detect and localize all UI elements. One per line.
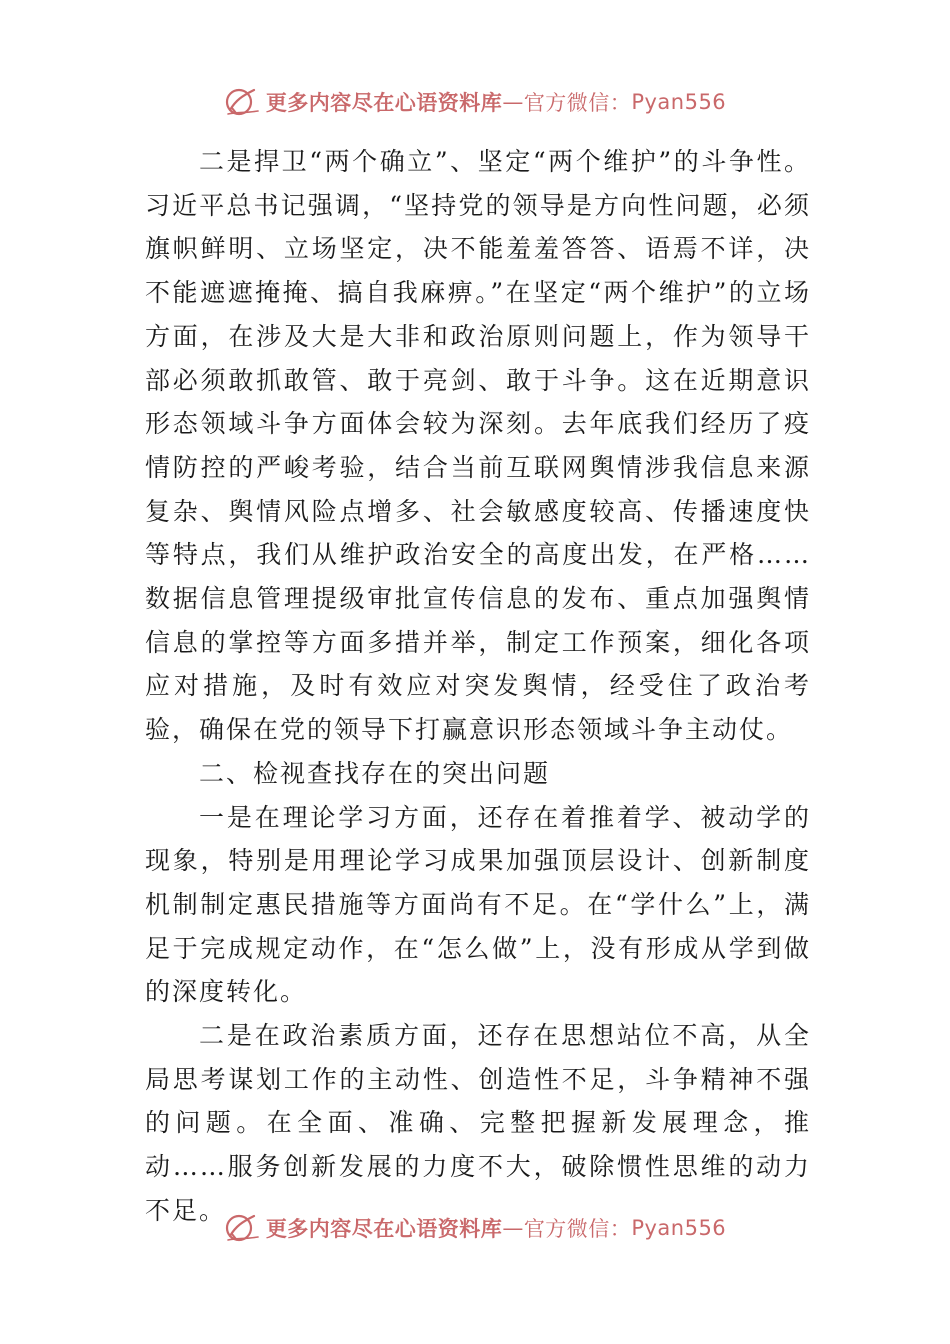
watermark-separator: — bbox=[502, 90, 524, 114]
section-heading: 二、检视查找存在的突出问题 bbox=[199, 758, 551, 788]
document-body bbox=[145, 140, 811, 1233]
watermark-contact-id: Pyan556 bbox=[631, 90, 727, 114]
pen-signature-icon bbox=[224, 86, 260, 118]
watermark-contact-label: 官方微信： bbox=[523, 91, 632, 115]
header-watermark bbox=[0, 86, 950, 118]
watermark-separator: — bbox=[502, 1216, 524, 1240]
watermark-brand: 更多内容尽在心语资料库 bbox=[265, 1216, 503, 1241]
watermark-contact-label: 官方微信： bbox=[523, 1217, 632, 1241]
paragraph: 一是在理论学习方面，还存在着推着学、被动学的现象，特别是用理论学习成果加强顶层设计、创新制度机制制定惠民措施等方面尚有不足。在“学什么”上，满足于完成规定动作，在“怎么做”上，没有形成从学到做的深度转化。 bbox=[145, 802, 811, 1007]
watermark-brand: 更多内容尽在心语资料库 bbox=[265, 90, 503, 115]
paragraph: 二是在政治素质方面，还存在思想站位不高，从全局思考谋划工作的主动性、创造性不足，斗争精神不强的问题。在全面、准确、完整把握新发展理念，推动……服务创新发展的力度不大，破除惯性思维的动力不足。 bbox=[145, 1021, 811, 1225]
paragraph: 二是捍卫“两个确立”、坚定“两个维护”的斗争性。习近平总书记强调，“坚持党的领导是方向性问题，必须旗帜鲜明、立场坚定，决不能羞羞答答、语焉不详，决不能遮遮掩掩、搞自我麻痹。”在坚定“两个维护”的立场方面，在涉及大是大非和政治原则问题上，作为领导干部必须敢抓敢管、敢于亮剑、敢于斗争。这在近期意识形态领域斗争方面体会较为深刻。去年底我们经历了疫情防控的严峻考验，结合当前互联网舆情涉我信息来源复杂、舆情风险点增多、社会敏感度较高、传播速度快等特点，我们从维护政治安全的高度出发，在严格……数据信息管理提级审批宣传信息的发布、重点加强舆情信息的掌控等方面多措并举，制定工作预案，细化各项应对措施，及时有效应对突发舆情，经受住了政治考验，确保在党的领导下打赢意识形态领域斗争主动仗。 bbox=[145, 147, 811, 745]
pen-signature-icon bbox=[224, 1212, 260, 1244]
footer-watermark bbox=[0, 1212, 950, 1244]
watermark-contact-id: Pyan556 bbox=[631, 1216, 727, 1240]
